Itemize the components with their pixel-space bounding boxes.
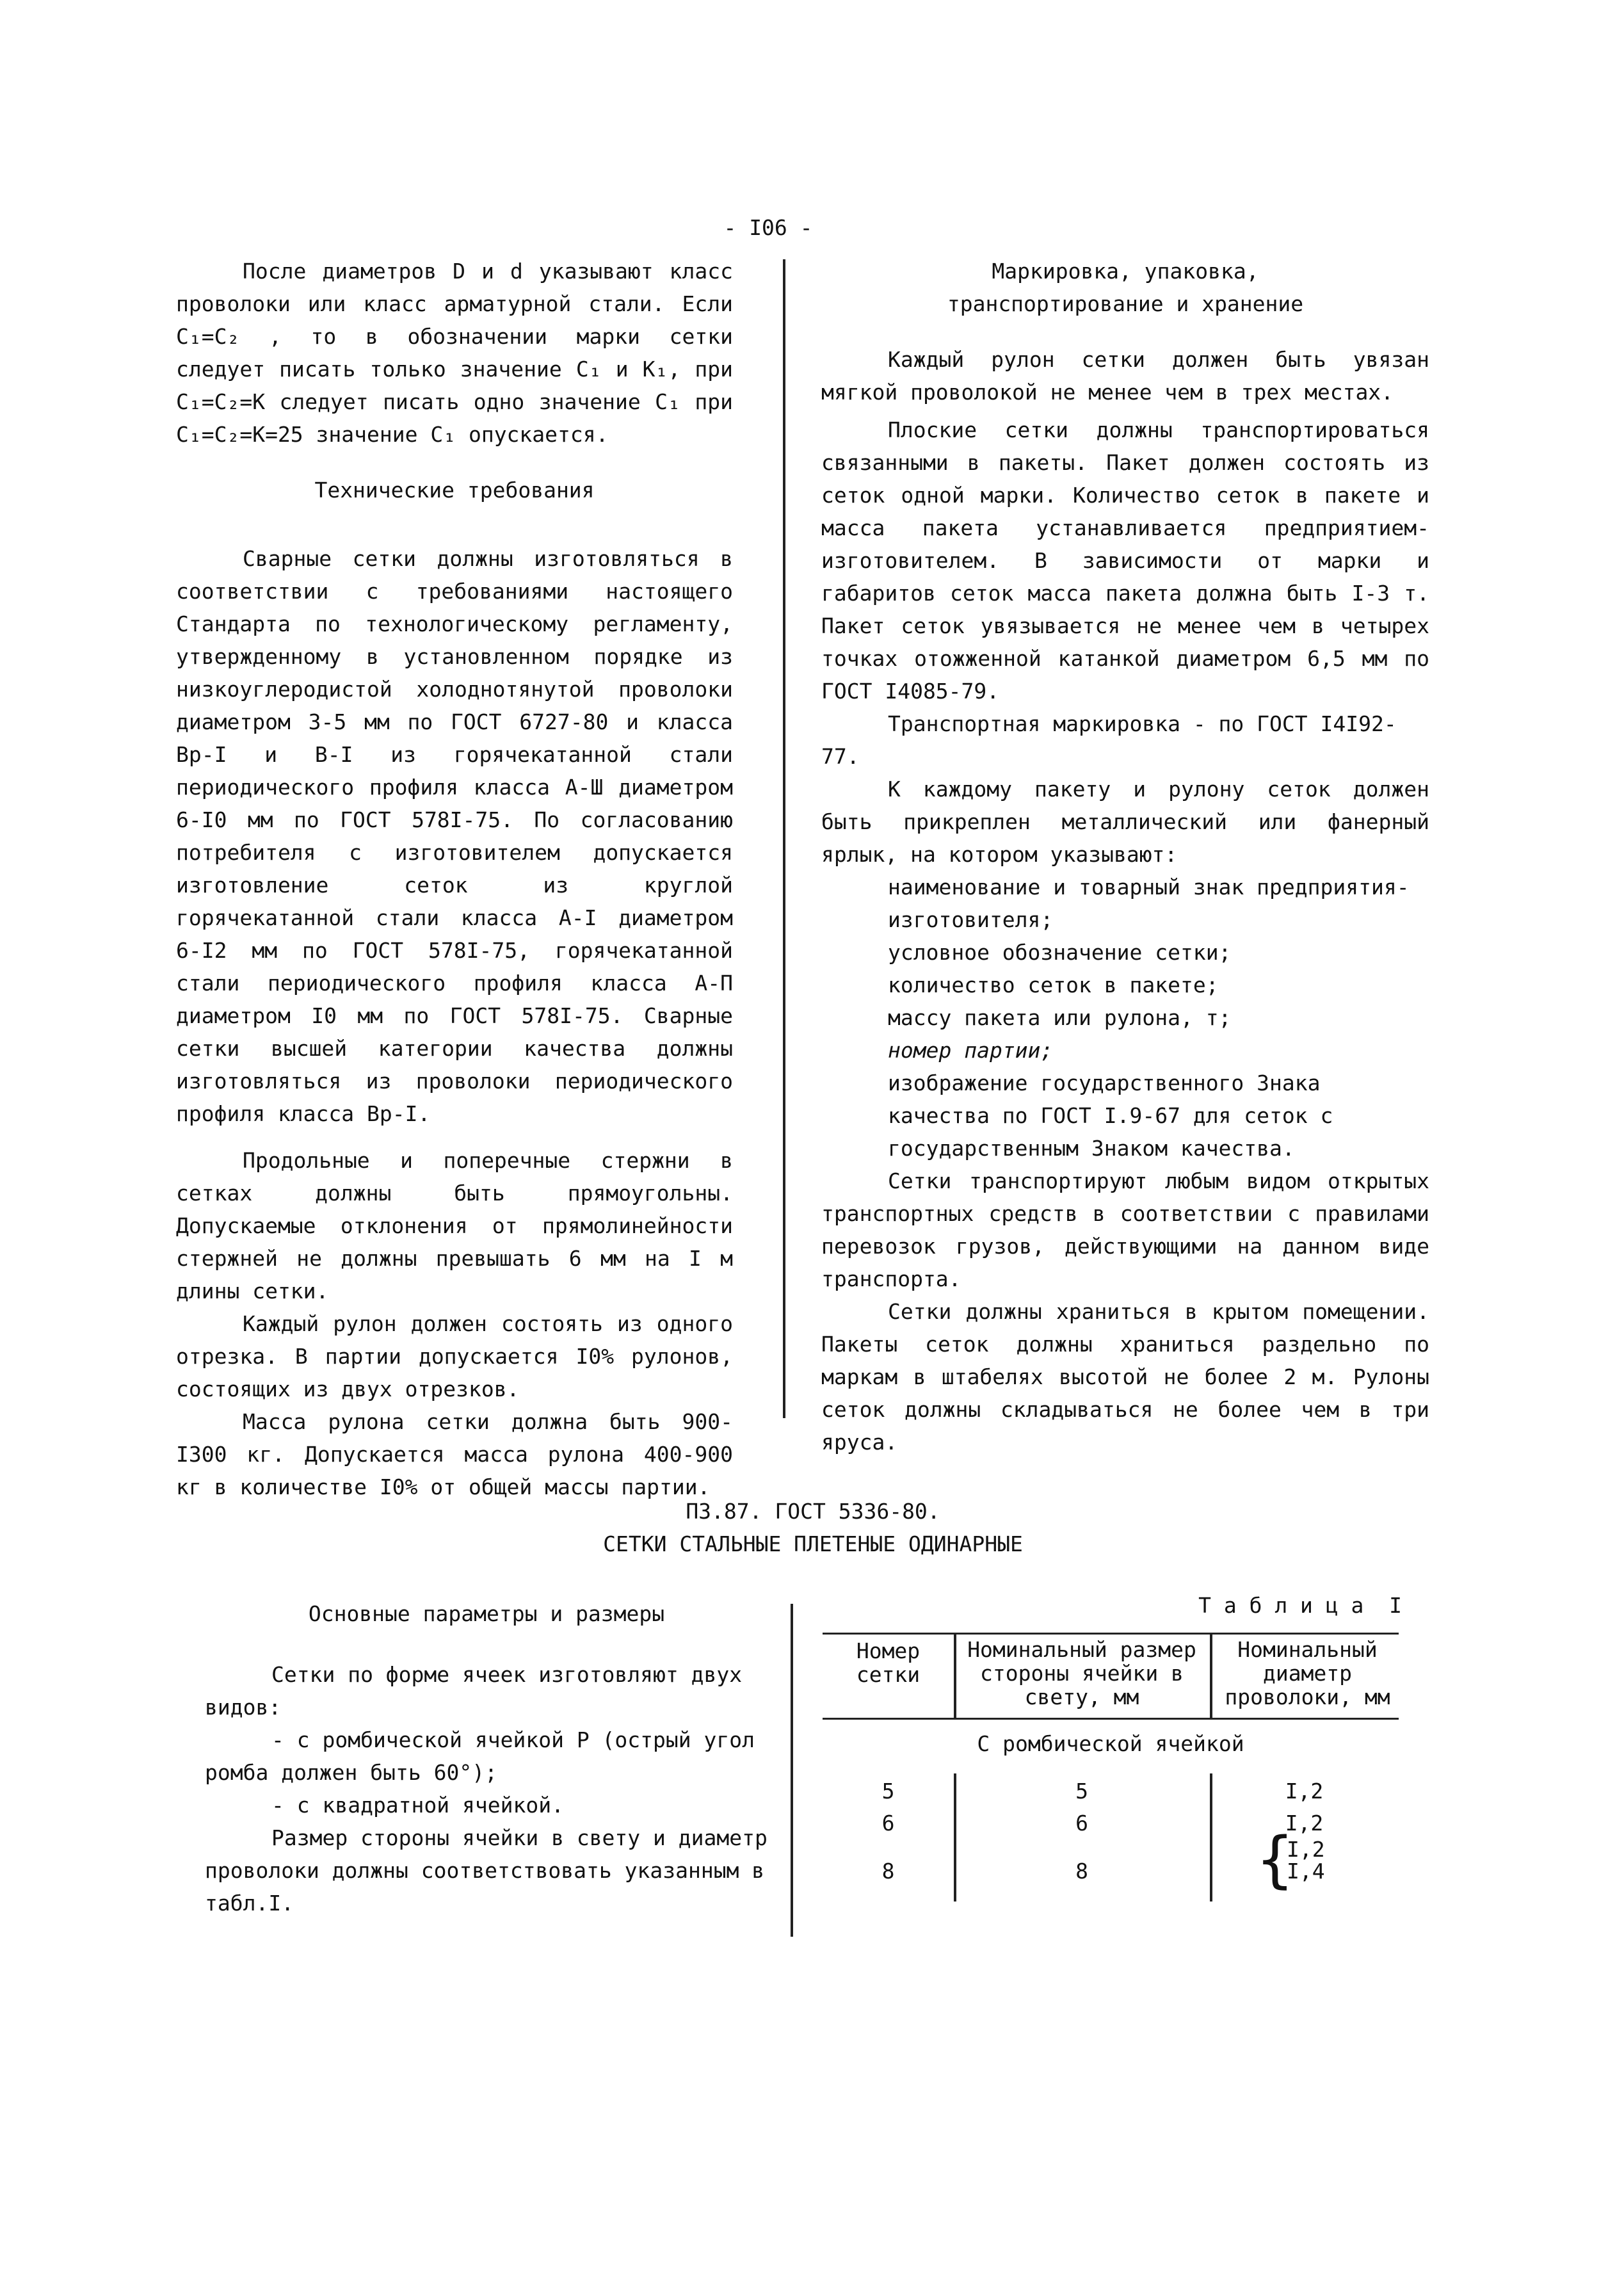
marking-heading-line1: Маркировка, упаковка, bbox=[992, 259, 1259, 284]
column-divider bbox=[783, 259, 785, 1418]
tech-paragraph-1: Сварные сетки должны изготовляться в соответствии с требованиями настоящего Стандарта по технологическому регламенту, утвержденному в установленном порядке из низкоуглеродистой холоднотянутой проволоки диаметром 3-5 мм по ГОСТ 6727-80 и класса Вр-I и В-I из горячекатанной стали периодического профиля класса А-Ш диаметром 6-I0 мм по ГОСТ 578I-75. По согласованию потребителя с изготовителем допускается изготовление сеток из круглой горячекатанной стали класса А-I диаметром 6-I2 мм по ГОСТ 578I-75, горячекатанной стали периодического профиля класса А-П диаметром I0 мм по ГОСТ 578I-75. Сварные сетки высшей категории качества должны изготовляться из проволоки периодического профиля класса Вр-I. bbox=[176, 546, 746, 1126]
intro-paragraph: После диаметров D и d указывают класс проволоки или класс арматурной стали. Если C₁=C₂ , то в обозначении марки сетки следует писать только значение C₁ и K₁, при C₁=C₂=K следует писать одно значение C₁ при C₁=C₂=K=25 значение C₁ опускается. bbox=[176, 259, 746, 447]
table-header-rule bbox=[823, 1718, 1399, 1720]
marking-paragraph-2: Плоские сетки должны транспортироваться связанными в пакеты. Пакет должен состоять из сеток одной марки. Количество сеток в пакете и масса пакета устанавливается предприятием-изготовителем. В зависимости от марки и габаритов сеток масса пакета должна быть I-3 т. Пакет сеток увязывается не менее чем в четырех точках отожженной катанкой диаметром 6,5 мм по ГОСТ I4085-79. bbox=[821, 417, 1442, 704]
table-cell-size: 8 bbox=[1075, 1859, 1088, 1884]
table-header-diameter: Номинальный диаметр проволоки, мм bbox=[1225, 1637, 1390, 1709]
marking-paragraph-1: Каждый рулон сетки должен быть увязан мягкой проволокой не менее чем в трех местах. bbox=[821, 347, 1442, 405]
main-parameters-heading: Основные параметры и размеры bbox=[308, 1601, 665, 1626]
marking-paragraph-3: Транспортная маркировка - по ГОСТ I4I92-77. bbox=[821, 711, 1397, 769]
brace-icon: { bbox=[1257, 1825, 1294, 1895]
table-cell-size: 5 bbox=[1075, 1779, 1088, 1804]
tech-paragraph-3: Каждый рулон должен состоять из одного отрезка. В партии допускается I0% рулонов, состоящих из двух отрезков. bbox=[176, 1311, 746, 1401]
table-cell-number: 5 bbox=[881, 1779, 895, 1804]
list-item: номер партии; bbox=[888, 1038, 1054, 1063]
right-column bbox=[821, 255, 1442, 1458]
list-item: массу пакета или рулона, т; bbox=[888, 1005, 1232, 1030]
tech-requirements-heading: Технические требования bbox=[314, 478, 595, 503]
section-title-line2: СЕТКИ СТАЛЬНЫЕ ПЛЕТЕНЫЕ ОДИНАРНЫЕ bbox=[603, 1531, 1023, 1556]
parameters-table bbox=[823, 1633, 1399, 1902]
table-group-label: С ромбической ячейкой bbox=[977, 1731, 1244, 1756]
table-cell-diameter: I,2 bbox=[1285, 1811, 1324, 1836]
marking-heading-line2: транспортирование и хранение bbox=[947, 291, 1304, 316]
main-parameters-item-1: - с ромбической ячейкой Р (острый угол ромба должен быть 60°); bbox=[205, 1727, 768, 1785]
table-header-number: Номер сетки bbox=[856, 1638, 933, 1687]
table-header-size: Номинальный размер стороны ячейки в свету, мм bbox=[967, 1637, 1209, 1709]
lower-column-divider bbox=[791, 1604, 793, 1937]
main-parameters-paragraph-1: Сетки по форме ячеек изготовляют двух видов: bbox=[205, 1662, 755, 1720]
table-cell-number: 8 bbox=[881, 1859, 895, 1884]
table-cell-diameter-a: I,2 bbox=[1287, 1837, 1325, 1862]
list-item: изображение государственного Знака качества по ГОСТ I.9-67 для сеток с государственным Знаком качества. bbox=[888, 1070, 1333, 1161]
table-top-rule bbox=[823, 1633, 1399, 1635]
table-col-rule bbox=[1210, 1633, 1212, 1718]
marking-paragraph-6: Сетки должны храниться в крытом помещении. Пакеты сеток должны храниться раздельно по маркам в штабелях высотой не более 2 м. Рулоны сеток должны складываться не более чем в три яруса. bbox=[821, 1299, 1442, 1455]
main-parameters-paragraph-2: Размер стороны ячейки в свету и диаметр проволоки должны соответствовать указанным в табл.I. bbox=[205, 1825, 780, 1916]
list-item: количество сеток в пакете; bbox=[888, 973, 1219, 997]
tech-paragraph-2: Продольные и поперечные стержни в сетках должны быть прямоугольны. Допускаемые отклонения от прямолинейности стержней не должны превышать 6 мм на I м длины сетки. bbox=[176, 1148, 746, 1304]
page-number: - I06 - bbox=[723, 215, 813, 240]
table-cell-diameter-b: I,4 bbox=[1287, 1859, 1325, 1884]
section-title-line1: П3.87. ГОСТ 5336-80. bbox=[686, 1499, 940, 1524]
marking-paragraph-5: Сетки транспортируют любым видом открытых транспортных средств в соответствии с правилами перевозок грузов, действующими на данном виде транспорта. bbox=[821, 1168, 1442, 1291]
tech-paragraph-4: Масса рулона сетки должна быть 900-I300 кг. Допускается масса рулона 400-900 кг в количестве I0% от общей массы партии. bbox=[176, 1409, 746, 1499]
table-cell-number: 6 bbox=[881, 1811, 895, 1836]
table-cell-size: 6 bbox=[1075, 1811, 1088, 1836]
label-items-list bbox=[821, 871, 1429, 1165]
left-column bbox=[176, 255, 746, 1503]
marking-paragraph-4: К каждому пакету и рулону сеток должен быть прикреплен металлический или фанерный ярлык, на котором указывают: bbox=[821, 777, 1442, 867]
table-caption: Т а б л и ц а I bbox=[1198, 1593, 1402, 1618]
main-parameters-block bbox=[205, 1597, 780, 1919]
list-item: условное обозначение сетки; bbox=[888, 940, 1232, 965]
main-parameters-item-2: - с квадратной ячейкой. bbox=[271, 1793, 564, 1818]
table-col-rule bbox=[954, 1633, 956, 1718]
list-item: наименование и товарный знак предприятия-изготовителя; bbox=[888, 875, 1410, 932]
table-cell-diameter: I,2 bbox=[1285, 1779, 1324, 1804]
